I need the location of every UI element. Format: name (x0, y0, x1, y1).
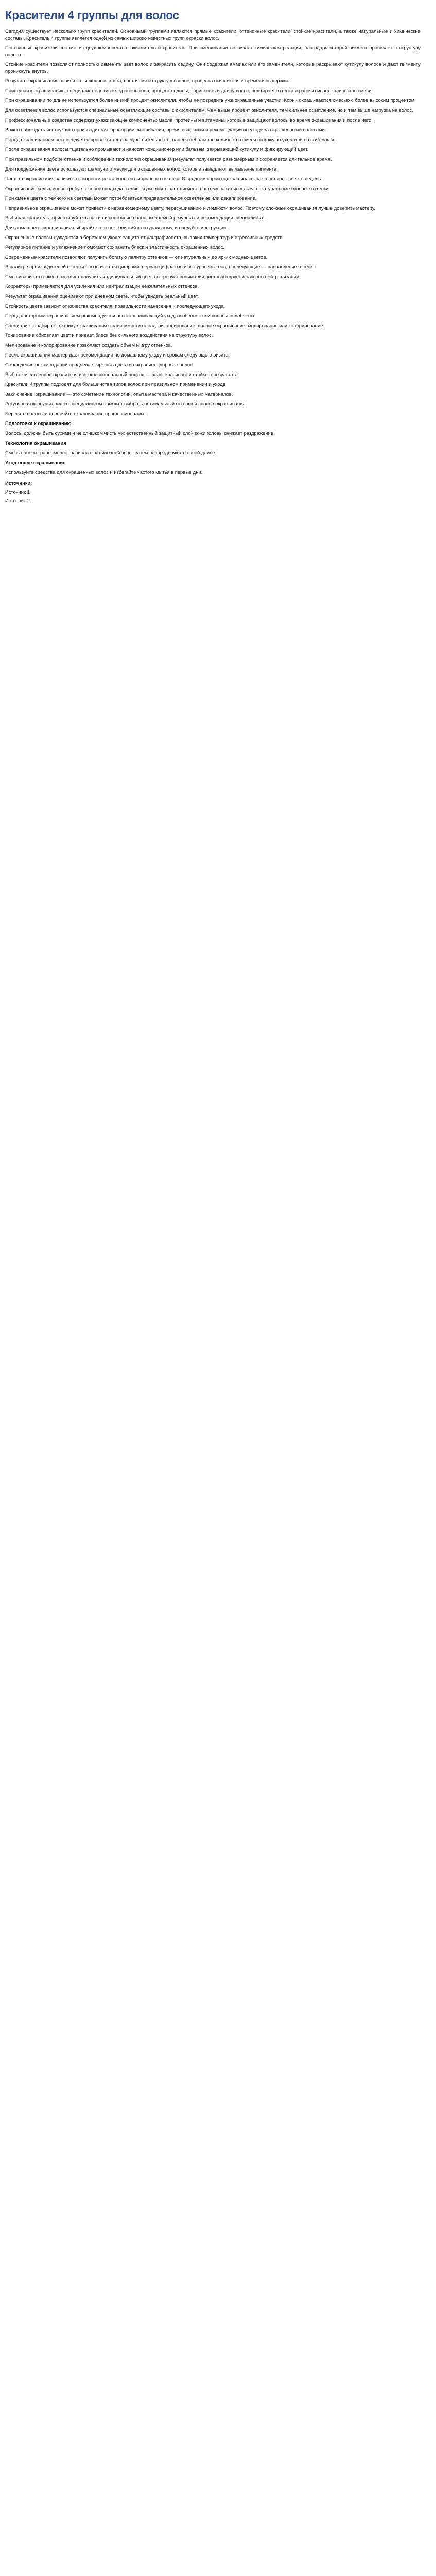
paragraph: Окрашенные волосы нуждаются в бережном уходе: защите от ультрафиолета, высоких температур и агрессивных средств. (5, 234, 284, 240)
paragraph: Постоянные красители состоят из двух компонентов: окислитель и краситель. При смешивании возникает химическая реакция, благодаря которой пигмент проникает в структуру волоса. (5, 45, 421, 57)
section-heading: Подготовка к окрашиванию (5, 420, 72, 426)
paragraph: Стойкие красители позволяют полностью изменить цвет волос и закрасить седину. Они содержат аммиак или его заменители, которые раскрывают кутикулу волоса и дают пигменту проникнуть внутрь. (5, 61, 421, 74)
source-item: Источник 1 (5, 489, 30, 495)
paragraph: Для осветления волос используются специальные осветляющие составы с окислителем. Чем выше процент окислителя, тем сильнее осветление, но и тем выше нагрузка на волос. (5, 107, 413, 113)
paragraph: Регулярное питание и увлажнение помогают сохранить блеск и эластичность окрашенных волос. (5, 244, 224, 250)
paragraph: Окрашивание седых волос требует особого подхода: седина хуже впитывает пигмент, поэтому часто используют натуральные базовые оттенки. (5, 185, 330, 191)
sources (5, 480, 421, 504)
paragraph: Приступая к окрашиванию, специалист оценивает уровень тона, процент седины, пористость и длину волос, подбирает оттенок и рассчитывает количество смеси. (5, 88, 373, 93)
paragraph: Частота окрашивания зависит от скорости роста волос и выбранного оттенка. В среднем корни подкрашивают раз в четыре – шесть недель. (5, 176, 322, 181)
paragraph: Смесь наносят равномерно, начиная с затылочной зоны, затем распределяют по всей длине. (5, 450, 217, 455)
paragraph: Сегодня существует несколько групп красителей. Основными группами являются прямые красители, оттеночные красители, стойкие красители, а также натуральные и химические составы. Краситель 4 группы является одной из самых широко известных групп окраски волос. (5, 28, 421, 41)
paragraph: В палитре производителей оттенки обозначаются цифрами: первая цифра означает уровень тона, последующие — направление оттенка. (5, 264, 317, 269)
paragraph: Для поддержания цвета используют шампуни и маски для окрашенных волос, которые замедляют вымывание пигмента. (5, 166, 278, 172)
bottom-spacer (5, 506, 421, 547)
section-heading: Технология окрашивания (5, 440, 66, 446)
paragraph: Выбор качественного красителя и профессиональный подход — залог красивого и стойкого результата. (5, 371, 239, 377)
paragraph: Используйте средства для окрашенных волос и избегайте частого мытья в первые дни. (5, 469, 203, 475)
paragraph: Стойкость цвета зависит от качества красителя, правильности нанесения и последующего ухода. (5, 303, 225, 309)
sources-list (5, 488, 421, 504)
article-body (5, 28, 421, 476)
paragraph: Корректоры применяются для усиления или нейтрализации нежелательных оттенков. (5, 283, 199, 289)
section-heading: Уход после окрашивания (5, 460, 66, 465)
paragraph: После окрашивания мастер дает рекомендации по домашнему уходу и срокам следующего визита. (5, 352, 230, 358)
paragraph: После окрашивания волосы тщательно промывают и наносят кондиционер или бальзам, закрывающий кутикулу и фиксирующий цвет. (5, 146, 309, 152)
paragraph: Берегите волосы и доверяйте окрашивание профессионалам. (5, 411, 146, 416)
paragraph: Заключение: окрашивание — это сочетание технологии, опыта мастера и качественных материалов. (5, 391, 233, 397)
paragraph: Соблюдение рекомендаций продлевает яркость цвета и сохраняет здоровье волос. (5, 362, 194, 367)
paragraph: Профессиональные средства содержат ухаживающие компоненты: масла, протеины и витамины, которые защищают волосы во время окрашивания и после него. (5, 117, 373, 123)
page-title: Красители 4 группы для волос (5, 9, 179, 22)
paragraph: Неправильное окрашивание может привести к неравномерному цвету, пересушиванию и ломкости волос. Поэтому сложные окрашивания лучше доверить мастеру. (5, 205, 375, 211)
paragraph: Выбирая краситель, ориентируйтесь на тип и состояние волос, желаемый результат и рекомендации специалиста. (5, 215, 265, 221)
paragraph: Специалист подбирает технику окрашивания в зависимости от задачи: тонирование, полное окрашивание, мелирование или колорирование. (5, 323, 324, 328)
paragraph: При правильном подборе оттенка и соблюдении технологии окрашивания результат получается равномерным и сохраняется длительное время. (5, 156, 332, 162)
paragraph: Мелирование и колорирование позволяют создать объем и игру оттенков. (5, 342, 172, 348)
paragraph: Для домашнего окрашивания выбирайте оттенок, близкий к натуральному, и следуйте инструкции. (5, 225, 228, 230)
paragraph: Красители 4 группы подходят для большинства типов волос при правильном применении и уходе. (5, 381, 227, 387)
paragraph: Перед окрашиванием рекомендуется провести тест на чувствительность, нанеся небольшое количество смеси на кожу за ухом или на сгиб локтя. (5, 137, 336, 142)
paragraph: Смешивание оттенков позволяет получить индивидуальный цвет, но требует понимания цветового круга и законов нейтрализации. (5, 274, 301, 279)
paragraph: Тонирование обновляет цвет и придает блеск без сильного воздействия на структуру волос. (5, 332, 213, 338)
paragraph: Современные красители позволяют получить богатую палитру оттенков — от натуральных до ярких модных цветов. (5, 254, 268, 260)
sources-title: Источники: (5, 480, 32, 486)
paragraph: Важно соблюдать инструкцию производителя: пропорции смешивания, время выдержки и рекомендации по уходу за окрашенными волосами. (5, 127, 326, 132)
paragraph: При окрашивании по длине используется более низкий процент окислителя, чтобы не повредить уже окрашенные участки. Корни окрашиваются смесью с более высоким процентом. (5, 97, 416, 103)
paragraph: Результат окрашивания оценивают при дневном свете, чтобы увидеть реальный цвет. (5, 293, 199, 299)
source-item: Источник 2 (5, 498, 30, 503)
paragraph: Результат окрашивания зависит от исходного цвета, состояния и структуры волос, процента окислителя и времени выдержки. (5, 78, 289, 83)
paragraph: Регулярная консультация со специалистом поможет выбрать оптимальный оттенок и способ окрашивания. (5, 401, 247, 406)
paragraph: Перед повторным окрашиванием рекомендуется восстанавливающий уход, особенно если волосы ослаблены. (5, 313, 256, 318)
paragraph: При смене цвета с темного на светлый может потребоваться предварительное осветление или декапирование. (5, 195, 257, 201)
paragraph: Волосы должны быть сухими и не слишком чистыми: естественный защитный слой кожи головы снижает раздражение. (5, 430, 275, 436)
article (0, 0, 426, 552)
